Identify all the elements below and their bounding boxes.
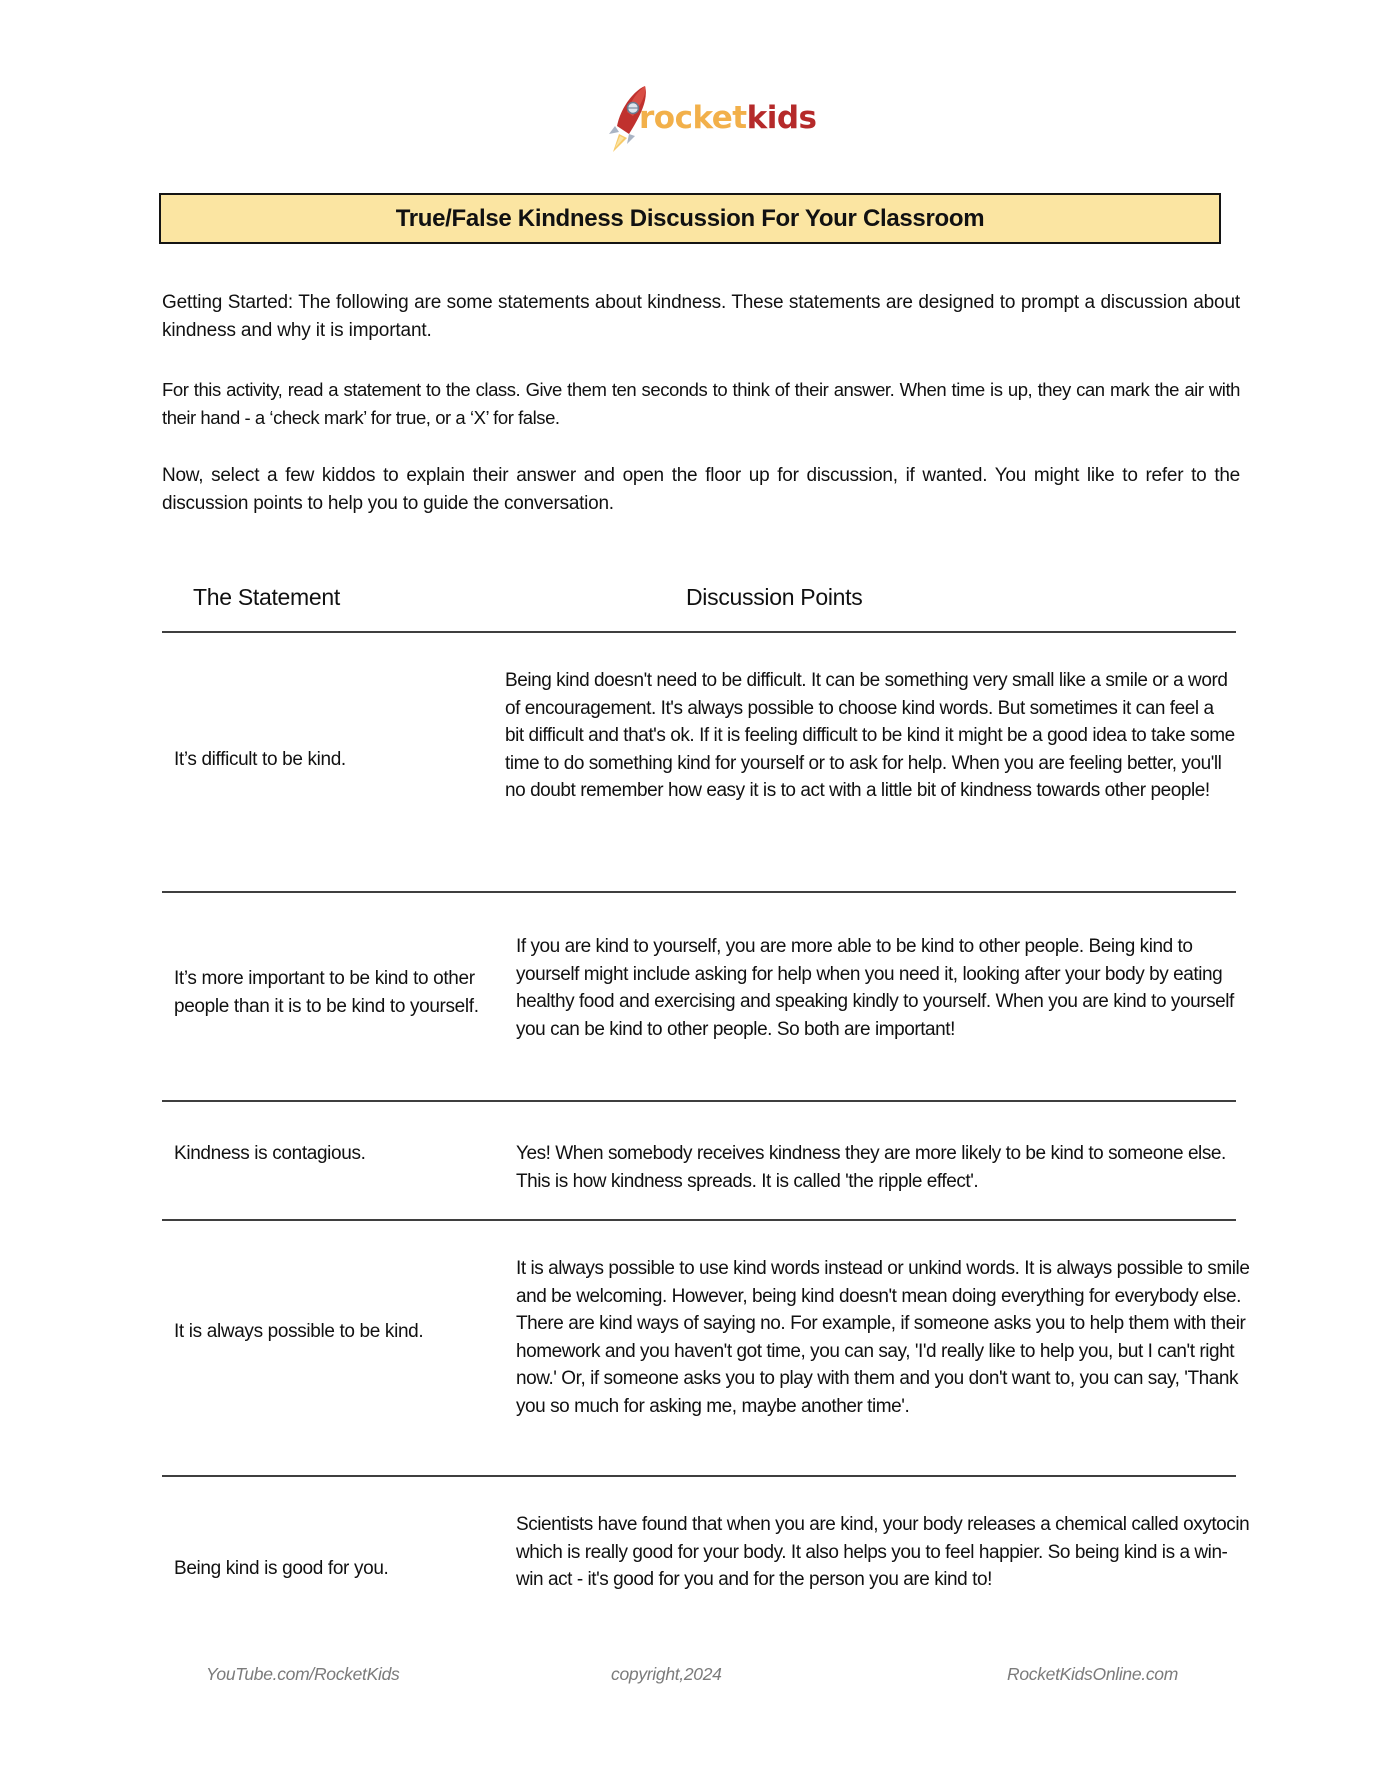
table-row-4-statement: It is always possible to be kind.	[174, 1321, 424, 1342]
logo-word-kids: kids	[746, 100, 817, 136]
intro-discussion-guidance: Now, select a few kiddos to explain their answer and open the floor up for discussion, if wanted. You might like to refer to the discussion points to help you to guide the conversation.	[162, 465, 1240, 514]
footer-copyright: copyright,2024	[611, 1664, 722, 1684]
table-row-3-discussion: Yes! When somebody receives kindness they are more likely to be kind to someone else. This is how kindness spreads. It is called 'the ripple effect'.	[516, 1143, 1226, 1192]
table-row-4-discussion: It is always possible to use kind words instead or unkind words. It is always possible to smile and be welcoming. However, being kind doesn't mean doing everything for everybody else. There are kind ways of saying no. For example, if someone asks you to help them with their homework and you haven't got time, you can say, 'I'd really like to help you, but I can't right now.' Or, if someone asks you to play with them and you don't want to, you can say, 'Thank you so much for asking me, maybe another time'.	[516, 1258, 1250, 1417]
row-divider	[162, 1100, 1236, 1102]
column-header-statement: The Statement	[193, 584, 340, 610]
table-row-2-statement: It’s more important to be kind to other people than it is to be kind to yourself.	[174, 968, 479, 1017]
rocketkids-logo	[605, 82, 825, 154]
page-title-box	[159, 193, 1221, 244]
page-title: True/False Kindness Discussion For Your Classroom	[395, 204, 985, 232]
table-row-2-discussion: If you are kind to yourself, you are more able to be kind to other people. Being kind to yourself might include asking for help when you need it, looking after your body by eating healthy food and exercising and speaking kindly to yourself. When you are kind to yourself you can be kind to other people. So both are important!	[516, 936, 1234, 1040]
header-divider	[162, 631, 1236, 633]
footer-website-link: RocketKidsOnline.com	[1007, 1664, 1179, 1684]
intro-getting-started: Getting Started: The following are some statements about kindness. These statements are designed to prompt a discussion about kindness and why it is important.	[162, 292, 1240, 341]
logo-word-rocket: rocket	[639, 100, 747, 136]
table-row-1-statement: It’s difficult to be kind.	[174, 749, 346, 770]
row-divider	[162, 1219, 1236, 1221]
footer-youtube-link: YouTube.com/RocketKids	[206, 1664, 400, 1684]
row-divider	[162, 891, 1236, 893]
table-row-3-statement: Kindness is contagious.	[174, 1143, 366, 1164]
column-header-discussion: Discussion Points	[686, 584, 863, 610]
table-row-5-discussion: Scientists have found that when you are kind, your body releases a chemical called oxytocin which is really good for your body. It also helps you to feel happier. So being kind is a win-win act - it's good for you and for the person you are kind to!	[516, 1514, 1250, 1591]
table-row-5-statement: Being kind is good for you.	[174, 1558, 389, 1579]
intro-activity-instructions: For this activity, read a statement to the class. Give them ten seconds to think of their answer. When time is up, they can mark the air with their hand - a ‘check mark’ for true, or a ‘X’ for false.	[162, 379, 1240, 428]
table-row-1-discussion: Being kind doesn't need to be difficult. It can be something very small like a smile or a word of encouragement. It's always possible to choose kind words. But sometimes it can feel a bit difficult and that's ok. If it is feeling difficult to be kind it might be a good idea to take some time to do something kind for yourself or to ask for help. When you are feeling better, you'll no doubt remember how easy it is to act with a little bit of kindness towards other people!	[505, 670, 1235, 802]
row-divider	[162, 1475, 1236, 1477]
logo-wordmark	[639, 100, 816, 136]
